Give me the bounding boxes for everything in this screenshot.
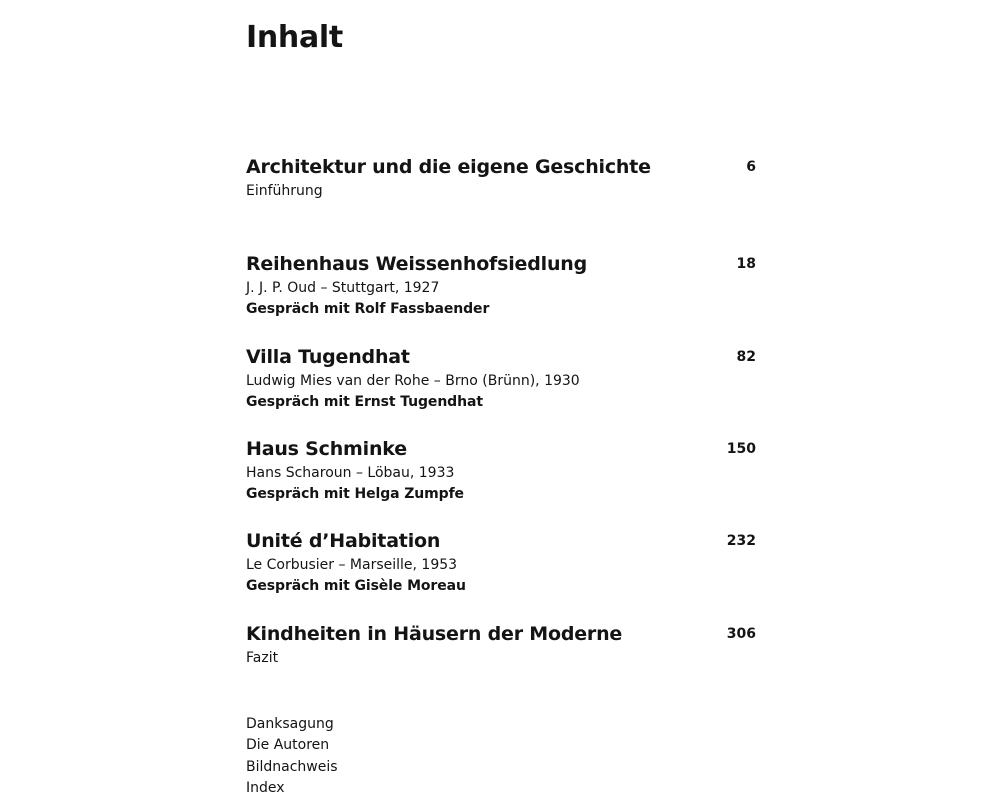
toc-entry[interactable] — [246, 622, 756, 669]
toc-entry[interactable] — [246, 252, 756, 320]
toc-entry-page-number: 6 — [746, 159, 756, 175]
toc-entry[interactable] — [246, 437, 756, 505]
toc-entry-subtitle: Einführung — [246, 183, 323, 199]
toc-entry-conversation: Gespräch mit Rolf Fassbaender — [246, 301, 490, 317]
toc-entry[interactable] — [246, 155, 756, 202]
toc-entry-title: Kindheiten in Häusern der Moderne — [246, 623, 623, 645]
page-title: Inhalt — [246, 20, 343, 56]
back-matter-item-index[interactable]: Index — [246, 779, 285, 796]
back-matter-item-autoren[interactable]: Die Autoren — [246, 737, 330, 754]
toc-entry-subtitle: J. J. P. Oud – Stuttgart, 1927 — [246, 280, 440, 296]
toc-entry-title: Reihenhaus Weissenhofsiedlung — [246, 253, 587, 275]
toc-entry-page-number: 150 — [726, 441, 756, 457]
toc-entry[interactable] — [246, 345, 756, 413]
toc-entry[interactable] — [246, 529, 756, 597]
toc-entry-page-number: 232 — [726, 533, 756, 549]
toc-entry-subtitle: Fazit — [246, 650, 279, 666]
toc-entry-subtitle: Le Corbusier – Marseille, 1953 — [246, 557, 458, 573]
toc-entry-conversation: Gespräch mit Gisèle Moreau — [246, 578, 466, 594]
back-matter-item-bildnachweis[interactable]: Bildnachweis — [246, 758, 338, 775]
toc-entry-title: Villa Tugendhat — [246, 346, 410, 368]
toc-entry-page-number: 306 — [726, 626, 756, 642]
toc-entry-title: Architektur und die eigene Geschichte — [246, 156, 651, 178]
toc-entry-conversation: Gespräch mit Helga Zumpfe — [246, 486, 464, 502]
back-matter-list — [246, 714, 338, 799]
toc-entry-subtitle: Hans Scharoun – Löbau, 1933 — [246, 465, 455, 481]
back-matter-item-danksagung[interactable]: Danksagung — [246, 716, 334, 732]
toc-entry-title: Unité d’Habitation — [246, 530, 441, 552]
toc-entry-page-number: 82 — [736, 349, 756, 365]
toc-entry-subtitle: Ludwig Mies van der Rohe – Brno (Brünn), 1930 — [246, 373, 580, 389]
toc-entry-conversation: Gespräch mit Ernst Tugendhat — [246, 394, 483, 410]
toc-entry-page-number: 18 — [736, 256, 756, 272]
toc-entry-title: Haus Schminke — [246, 438, 407, 460]
